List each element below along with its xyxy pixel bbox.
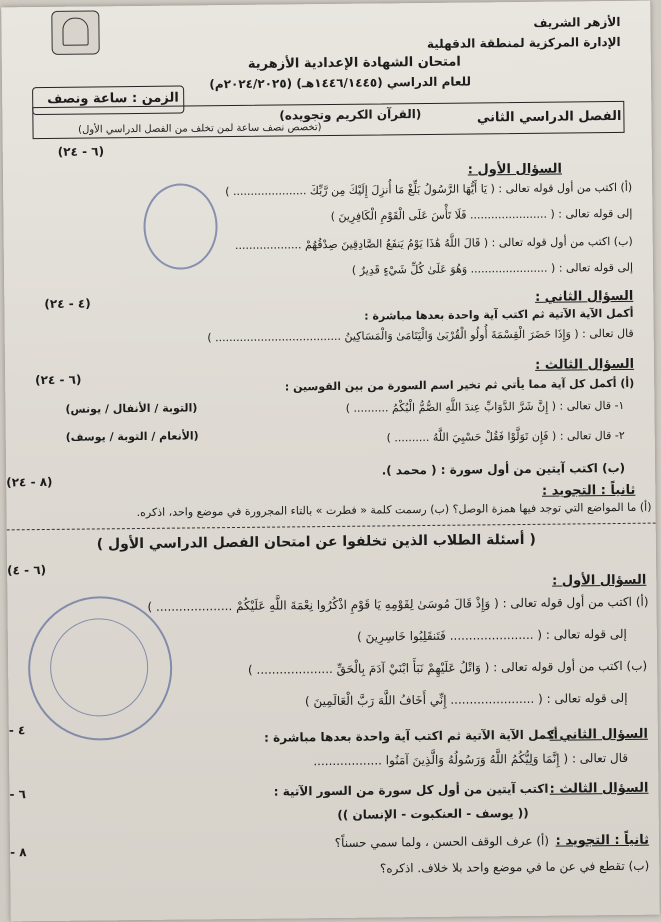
- exam-time: الزمن : ساعة ونصف: [47, 90, 179, 107]
- part2-q2-instruction: أكمل الآية الآتية ثم اكتب آية واحدة بعدها مباشرة :: [264, 727, 558, 745]
- part2-q1-b-to: إلى قوله تعالى : ( ...................... إِنِّي أَخَافُ اللَّهَ رَبَّ الْعَالَمِينَ ): [304, 690, 628, 709]
- section-divider: [7, 523, 656, 531]
- q2-title: السؤال الثاني :: [534, 288, 634, 305]
- part2-marks-left-3: - ٨: [10, 845, 27, 860]
- part2-q1-b: (ب) اكتب من أول قوله تعالى : ( وَاتْلُ عَلَيْهِمْ نَبَأَ ابْنَيْ آدَمَ بِالْحَقِّ .................... ): [247, 658, 648, 677]
- marks-q1: (٦ - ٢٤): [57, 144, 105, 159]
- part2-marks-q1: (٦ - ٤): [7, 562, 47, 578]
- q3-item-1: ١- قال تعالى : ( إِنَّ شَرَّ الدَّوَابِّ عِندَ اللَّهِ الصُّمُّ الْبُكْمُ .......... ): [345, 398, 625, 415]
- q3-item-2-choices: (الأنعام / التوبة / يوسف): [65, 429, 199, 444]
- semester-label: الفصل الدراسي الثاني: [476, 108, 622, 126]
- q3-item-1-choices: (التوبة / الأنفال / يونس): [65, 401, 198, 416]
- part2-heading: ( أسئلة الطلاب الذين تخلفوا عن امتحان الفصل الدراسي الأول ): [96, 531, 536, 553]
- q3-a: (أ) أكمل كل آية مما يأتي ثم تخير اسم السورة من بين القوسين :: [284, 376, 635, 394]
- marks-q3: (٦ - ٢٤): [35, 372, 82, 388]
- part2-q1-a-to: إلى قوله تعالى : ( ...................... فَتَنقَلِبُوا خَاسِرِينَ ): [357, 626, 627, 644]
- q1-a-to: إلى قوله تعالى : ( ...................... فَلَا تَأْسَ عَلَى الْقَوْمِ الْكَافِرِينَ ): [330, 206, 633, 223]
- q1-title: السؤال الأول :: [467, 161, 563, 178]
- tajweed-question: (أ) ما المواضع التي توجد فيها همزة الوصل؟ (ب) رسمت كلمة « فطرت » بالتاء المجرورة في موضع واحد، اذكره.: [136, 500, 652, 520]
- azhar-logo-icon: [51, 10, 99, 55]
- exam-sheet: [1, 1, 660, 922]
- part2-tajweed-b: (ب) تقطع في عن ما في موضع واحد بلا خلاف. اذكره؟: [379, 858, 650, 876]
- part2-marks-left-1: - ٤: [8, 723, 26, 738]
- marks-tajweed: (٨ - ٢٤): [6, 474, 53, 490]
- part2-q1-title: السؤال الأول :: [551, 572, 647, 589]
- part2-q2-title: السؤال الثاني :: [549, 726, 648, 743]
- tajweed-title: ثانياً : التجويد :: [541, 482, 636, 499]
- part2-q2-verse: قال تعالى : ( إِنَّمَا وَلِيُّكُمُ اللَّهُ وَرَسُولُهُ وَالَّذِينَ آمَنُوا ..................: [313, 750, 629, 769]
- part2-q3-title: السؤال الثالث :: [549, 780, 649, 797]
- q3-item-2: ٢- قال تعالى : ( فَإِن تَوَلَّوْا فَقُلْ حَسْبِيَ اللَّهُ .......... ): [386, 428, 625, 445]
- q2-verse: قال تعالى : ( وَإِذَا حَضَرَ الْقِسْمَةَ أُولُو الْقُرْبَىٰ وَالْيَتَامَىٰ وَالْمَسَاكِينُ .................................... ): [207, 326, 634, 345]
- stamp-icon: [143, 183, 218, 270]
- admin-name: الإدارة المركزية لمنطقة الدقهلية: [426, 34, 621, 51]
- part2-tajweed-title: ثانياً : التجويد :: [555, 832, 650, 849]
- q1-b-to: إلى قوله تعالى : ( ...................... وَهُوَ عَلَىٰ كُلِّ شَيْءٍ قَدِيرٌ ): [351, 260, 634, 277]
- q2-instruction: أكمل الآية الآتية ثم اكتب آية واحدة بعدها مباشرة :: [364, 306, 634, 323]
- absentee-note: (تخصص نصف ساعة لمن تخلف من الفصل الدراسي الأول): [78, 122, 322, 136]
- q3-title: السؤال الثالث :: [535, 356, 635, 373]
- stamp-icon: [27, 596, 173, 742]
- subject-label: (القرآن الكريم وتجويده): [279, 107, 422, 123]
- part2-q3-choices: (( يوسف - العنكبوت - الإنسان )): [337, 805, 529, 822]
- part2-tajweed-a: (أ) عرف الوقف الحسن ، ولما سمي حسناً؟: [334, 833, 550, 850]
- authority-name: الأزهر الشريف: [533, 14, 621, 30]
- q1-a: (أ) اكتب من أول قوله تعالى : ( يَا أَيُّهَا الرَّسُولُ بَلِّغْ مَا أُنزِلَ إِلَيْكَ مِن رَّبِّكَ ..................... ): [225, 180, 633, 199]
- exam-title: امتحان الشهادة الإعدادية الأزهرية: [247, 54, 461, 72]
- part2-marks-left-2: - ٦: [9, 787, 27, 802]
- part2-q3-instruction: اكتب آيتين من أول كل سورة من السور الآتية :: [273, 781, 549, 799]
- academic-year: للعام الدراسي (١٤٤٦/١٤٤٥هـ) (٢٠٢٤/٢٠٢٥م): [209, 74, 472, 92]
- marks-q2: (٤ - ٢٤): [44, 296, 91, 311]
- q1-b: (ب) اكتب من أول قوله تعالى : ( قَالَ اللَّهُ هَٰذَا يَوْمُ يَنفَعُ الصَّادِقِينَ صِدْقُهُمْ ...................: [234, 234, 633, 252]
- part2-q1-a: (أ) اكتب من أول قوله تعالى : ( وَإِذْ قَالَ مُوسَىٰ لِقَوْمِهِ يَا قَوْمِ اذْكُرُوا نِعْمَةَ اللَّهِ عَلَيْكُمْ .................... ): [147, 594, 649, 614]
- q3-b: (ب) اكتب آيتين من أول سورة : ( محمد ).: [381, 460, 626, 478]
